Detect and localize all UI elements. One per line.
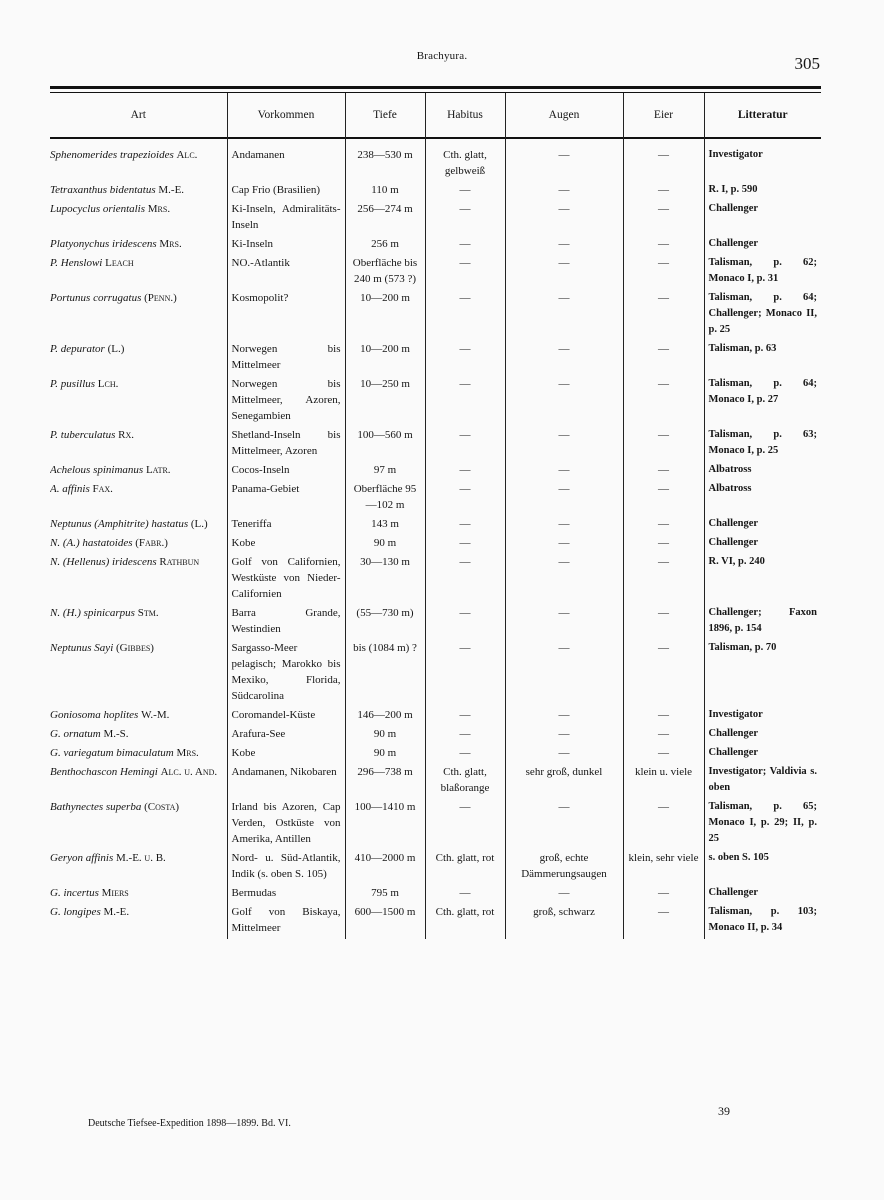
tiefe-cell: 146—200 m <box>345 707 425 726</box>
column-header-tiefe: Tiefe <box>345 93 425 137</box>
habitus-cell: Cth. glatt, rot <box>425 850 505 885</box>
species-cell <box>50 605 227 640</box>
habitus-cell: — <box>425 726 505 745</box>
habitus-cell: — <box>425 427 505 462</box>
habitus-cell: Cth. glatt, gelbweiß <box>425 137 505 182</box>
table-row <box>50 799 821 850</box>
species-name: Goniosoma hoplites <box>50 709 139 721</box>
eier-cell: — <box>623 481 704 516</box>
augen-cell: — <box>505 516 623 535</box>
table-row <box>50 640 821 707</box>
litteratur-cell: Investigator <box>704 707 821 726</box>
habitus-cell: — <box>425 255 505 290</box>
species-author: Fax. <box>92 483 113 495</box>
habitus-cell: — <box>425 605 505 640</box>
eier-cell: — <box>623 799 704 850</box>
vorkommen-cell: Norwegen bis Mittelmeer <box>227 341 345 376</box>
table-row <box>50 554 821 605</box>
litteratur-cell: Investigator; Valdivia s. oben <box>704 764 821 799</box>
eier-cell: — <box>623 182 704 201</box>
habitus-cell: — <box>425 640 505 707</box>
tiefe-cell: 296—738 m <box>345 764 425 799</box>
vorkommen-cell: Norwegen bis Mittelmeer, Azoren, Senegambien <box>227 376 345 427</box>
eier-cell: — <box>623 726 704 745</box>
eier-cell: — <box>623 535 704 554</box>
species-name: Neptunus Sayi <box>50 642 114 654</box>
species-author: (Gibbes) <box>116 642 154 654</box>
species-name: N. (A.) hastatoides <box>50 537 133 549</box>
vorkommen-cell: Shetland-Inseln bis Mittelmeer, Azoren <box>227 427 345 462</box>
species-name: Neptunus (Amphitrite) hastatus <box>50 518 189 530</box>
column-header-art: Art <box>130 109 146 121</box>
species-author: (L.) <box>190 518 208 530</box>
footer-publication: Deutsche Tiefsee-Expedition 1898—1899. Bd. VI. <box>88 1118 291 1129</box>
table-row <box>50 290 821 341</box>
tiefe-cell: 10—200 m <box>345 290 425 341</box>
table-row <box>50 182 821 201</box>
augen-cell: — <box>505 726 623 745</box>
tiefe-cell: 10—250 m <box>345 376 425 427</box>
species-name: N. (H.) spinicarpus <box>50 607 135 619</box>
species-author: Alc. u. And. <box>160 766 218 778</box>
tiefe-cell: bis (1084 m) ? <box>345 640 425 707</box>
species-cell <box>50 341 227 376</box>
augen-cell: — <box>505 605 623 640</box>
augen-cell: — <box>505 481 623 516</box>
vorkommen-cell: Golf von Biskaya, Mittelmeer <box>227 904 345 939</box>
habitus-cell: — <box>425 201 505 236</box>
vorkommen-cell: Barra Grande, Westindien <box>227 605 345 640</box>
habitus-cell: — <box>425 799 505 850</box>
augen-cell: — <box>505 462 623 481</box>
litteratur-cell: Challenger; Faxon 1896, p. 154 <box>704 605 821 640</box>
species-cell <box>50 462 227 481</box>
species-name: Achelous spinimanus <box>50 464 144 476</box>
species-author: Alc. <box>176 149 198 161</box>
species-name: Tetraxanthus bidentatus <box>50 184 156 196</box>
vorkommen-cell: Kosmopolit? <box>227 290 345 341</box>
eier-cell: — <box>623 462 704 481</box>
table-row <box>50 376 821 427</box>
eier-cell: — <box>623 201 704 236</box>
augen-cell: — <box>505 640 623 707</box>
species-cell <box>50 376 227 427</box>
litteratur-cell: Albatross <box>704 462 821 481</box>
tiefe-cell: Oberfläche bis 240 m (573 ?) <box>345 255 425 290</box>
species-author: M.-E. u. B. <box>116 852 166 864</box>
species-author: M.-S. <box>103 728 129 740</box>
eier-cell: — <box>623 904 704 939</box>
species-name: P. depurator <box>50 343 105 355</box>
vorkommen-cell: Andamanen <box>227 137 345 182</box>
augen-cell: — <box>505 201 623 236</box>
table-row <box>50 137 821 182</box>
vorkommen-cell: Nord- u. Süd-Atlantik, Indik (s. oben S. 105) <box>227 850 345 885</box>
table-row <box>50 745 821 764</box>
species-cell <box>50 516 227 535</box>
tiefe-cell: 410—2000 m <box>345 850 425 885</box>
species-name: P. tuberculatus <box>50 429 116 441</box>
tiefe-cell: Oberfläche 95—102 m <box>345 481 425 516</box>
species-name: Platyonychus iridescens <box>50 238 157 250</box>
tiefe-cell: 90 m <box>345 745 425 764</box>
eier-cell: — <box>623 376 704 427</box>
species-cell <box>50 554 227 605</box>
species-author: (Costa) <box>144 801 180 813</box>
species-name: N. (Hellenus) iridescens <box>50 556 157 568</box>
litteratur-cell: Albatross <box>704 481 821 516</box>
eier-cell: — <box>623 290 704 341</box>
column-header-eier: Eier <box>623 93 704 137</box>
species-author: Mrs. <box>147 203 171 215</box>
table-row <box>50 535 821 554</box>
litteratur-cell: Talisman, p. 65; Monaco I, p. 29; II, p. 25 <box>704 799 821 850</box>
habitus-cell: — <box>425 376 505 427</box>
table-row <box>50 726 821 745</box>
vorkommen-cell: Ki-Inseln <box>227 236 345 255</box>
eier-cell: — <box>623 605 704 640</box>
column-header-vorkommen: Vorkommen <box>227 93 345 137</box>
species-cell <box>50 290 227 341</box>
augen-cell: — <box>505 535 623 554</box>
litteratur-cell: Talisman, p. 103; Monaco II, p. 34 <box>704 904 821 939</box>
augen-cell: sehr groß, dunkel <box>505 764 623 799</box>
species-cell <box>50 726 227 745</box>
species-cell <box>50 799 227 850</box>
litteratur-cell: Challenger <box>704 885 821 904</box>
table-row <box>50 427 821 462</box>
species-author: Stm. <box>137 607 159 619</box>
column-header-habitus: Habitus <box>425 93 505 137</box>
table-end-rule <box>50 1094 821 1095</box>
tiefe-cell: 256—274 m <box>345 201 425 236</box>
eier-cell: — <box>623 745 704 764</box>
eier-cell: — <box>623 707 704 726</box>
eier-cell: klein u. viele <box>623 764 704 799</box>
litteratur-cell: R. VI, p. 240 <box>704 554 821 605</box>
species-author: (L.) <box>107 343 125 355</box>
species-cell <box>50 904 227 939</box>
eier-cell: — <box>623 341 704 376</box>
species-table <box>50 93 821 939</box>
running-title: Brachyura. <box>416 50 468 62</box>
tiefe-cell: 100—560 m <box>345 427 425 462</box>
species-name: P. Henslowi <box>50 257 103 269</box>
column-header-row <box>50 93 821 137</box>
tiefe-cell: 143 m <box>345 516 425 535</box>
species-cell <box>50 427 227 462</box>
species-name: G. variegatum bimaculatum <box>50 747 174 759</box>
species-cell <box>50 255 227 290</box>
tiefe-cell: 795 m <box>345 885 425 904</box>
augen-cell: — <box>505 427 623 462</box>
page-number: 305 <box>794 54 820 73</box>
species-cell <box>50 745 227 764</box>
species-name: Portunus corrugatus <box>50 292 142 304</box>
habitus-cell: Cth. glatt, rot <box>425 904 505 939</box>
vorkommen-cell: Kobe <box>227 745 345 764</box>
tiefe-cell: 97 m <box>345 462 425 481</box>
eier-cell: — <box>623 554 704 605</box>
column-header-augen: Augen <box>505 93 623 137</box>
species-author: (Penn.) <box>144 292 177 304</box>
table-row <box>50 850 821 885</box>
vorkommen-cell: Ki-Inseln, Admiralitäts-Inseln <box>227 201 345 236</box>
habitus-cell: — <box>425 707 505 726</box>
litteratur-cell: Challenger <box>704 535 821 554</box>
litteratur-cell: Challenger <box>704 516 821 535</box>
species-cell <box>50 535 227 554</box>
eier-cell: — <box>623 516 704 535</box>
tiefe-cell: 90 m <box>345 726 425 745</box>
header-rule-thick <box>50 86 821 89</box>
tiefe-cell: 10—200 m <box>345 341 425 376</box>
litteratur-cell: Talisman, p. 63; Monaco I, p. 25 <box>704 427 821 462</box>
species-cell <box>50 850 227 885</box>
species-cell <box>50 236 227 255</box>
species-author: Mrs. <box>176 747 199 759</box>
species-author: Mrs. <box>159 238 182 250</box>
table-row <box>50 201 821 236</box>
habitus-cell: — <box>425 535 505 554</box>
species-name: G. incertus <box>50 887 99 899</box>
tiefe-cell: 100—1410 m <box>345 799 425 850</box>
table-row <box>50 462 821 481</box>
footer-signature: 39 <box>718 1104 730 1118</box>
augen-cell: — <box>505 799 623 850</box>
habitus-cell: — <box>425 290 505 341</box>
vorkommen-cell: NO.-Atlantik <box>227 255 345 290</box>
species-name: Sphenomerides trapezioides <box>50 149 174 161</box>
species-author: Latr. <box>145 464 171 476</box>
eier-cell: — <box>623 137 704 182</box>
vorkommen-cell: Kobe <box>227 535 345 554</box>
species-author: W.-M. <box>141 709 170 721</box>
augen-cell: — <box>505 290 623 341</box>
augen-cell: — <box>505 341 623 376</box>
habitus-cell: — <box>425 236 505 255</box>
table-row <box>50 236 821 255</box>
litteratur-cell: Talisman, p. 62; Monaco I, p. 31 <box>704 255 821 290</box>
vorkommen-cell: Golf von Californien, Westküste von Nieder-Californien <box>227 554 345 605</box>
vorkommen-cell: Coromandel-Küste <box>227 707 345 726</box>
eier-cell: — <box>623 640 704 707</box>
litteratur-cell: s. oben S. 105 <box>704 850 821 885</box>
vorkommen-cell: Andamanen, Nikobaren <box>227 764 345 799</box>
habitus-cell: Cth. glatt, blaßorange <box>425 764 505 799</box>
tiefe-cell: 256 m <box>345 236 425 255</box>
species-name: G. ornatum <box>50 728 101 740</box>
habitus-cell: — <box>425 516 505 535</box>
augen-cell: groß, echte Dämmerungsaugen <box>505 850 623 885</box>
species-name: A. affinis <box>50 483 90 495</box>
table-row <box>50 516 821 535</box>
species-cell <box>50 640 227 707</box>
habitus-cell: — <box>425 341 505 376</box>
eier-cell: — <box>623 885 704 904</box>
habitus-cell: — <box>425 745 505 764</box>
vorkommen-cell: Cap Frio (Brasilien) <box>227 182 345 201</box>
table-row <box>50 904 821 939</box>
table-row <box>50 481 821 516</box>
augen-cell: — <box>505 182 623 201</box>
litteratur-cell: Challenger <box>704 201 821 236</box>
augen-cell: groß, schwarz <box>505 904 623 939</box>
species-cell <box>50 885 227 904</box>
species-author: M.-E. <box>103 906 130 918</box>
litteratur-cell: Talisman, p. 63 <box>704 341 821 376</box>
vorkommen-cell: Bermudas <box>227 885 345 904</box>
vorkommen-cell: Sargasso-Meer pelagisch; Marokko bis Mexiko, Florida, Südcarolina <box>227 640 345 707</box>
table-row <box>50 605 821 640</box>
column-header-litteratur: Litteratur <box>704 93 821 137</box>
eier-cell: — <box>623 236 704 255</box>
augen-cell: — <box>505 236 623 255</box>
table-body <box>50 137 821 939</box>
tiefe-cell: 30—130 m <box>345 554 425 605</box>
species-cell <box>50 201 227 236</box>
table-row <box>50 764 821 799</box>
vorkommen-cell: Cocos-Inseln <box>227 462 345 481</box>
table-row <box>50 341 821 376</box>
species-name: Geryon affinis <box>50 852 114 864</box>
species-name: P. pusillus <box>50 378 96 390</box>
species-author: Miers <box>101 887 129 899</box>
habitus-cell: — <box>425 885 505 904</box>
species-author: M.-E. <box>158 184 185 196</box>
augen-cell: — <box>505 137 623 182</box>
litteratur-cell: Talisman, p. 64; Monaco I, p. 27 <box>704 376 821 427</box>
tiefe-cell: (55—730 m) <box>345 605 425 640</box>
augen-cell: — <box>505 885 623 904</box>
eier-cell: klein, sehr viele <box>623 850 704 885</box>
vorkommen-cell: Teneriffa <box>227 516 345 535</box>
table-row <box>50 707 821 726</box>
tiefe-cell: 238—530 m <box>345 137 425 182</box>
tiefe-cell: 90 m <box>345 535 425 554</box>
litteratur-cell: Challenger <box>704 745 821 764</box>
species-name: Lupocyclus orientalis <box>50 203 146 215</box>
species-author: Rathbun <box>159 556 200 568</box>
species-name: G. longipes <box>50 906 101 918</box>
vorkommen-cell: Arafura-See <box>227 726 345 745</box>
eier-cell: — <box>623 255 704 290</box>
litteratur-cell: Investigator <box>704 137 821 182</box>
species-author: Lch. <box>97 378 119 390</box>
species-cell <box>50 137 227 182</box>
habitus-cell: — <box>425 462 505 481</box>
litteratur-cell: Challenger <box>704 236 821 255</box>
litteratur-cell: Talisman, p. 70 <box>704 640 821 707</box>
augen-cell: — <box>505 554 623 605</box>
species-author: Leach <box>105 257 134 269</box>
litteratur-cell: Talisman, p. 64; Challenger; Monaco II, p. 25 <box>704 290 821 341</box>
litteratur-cell: Challenger <box>704 726 821 745</box>
species-cell <box>50 182 227 201</box>
species-cell <box>50 764 227 799</box>
habitus-cell: — <box>425 481 505 516</box>
species-cell <box>50 481 227 516</box>
habitus-cell: — <box>425 554 505 605</box>
habitus-cell: — <box>425 182 505 201</box>
augen-cell: — <box>505 376 623 427</box>
augen-cell: — <box>505 745 623 764</box>
vorkommen-cell: Panama-Gebiet <box>227 481 345 516</box>
table-row <box>50 885 821 904</box>
litteratur-cell: R. I, p. 590 <box>704 182 821 201</box>
species-name: Benthochascon Hemingi <box>50 766 158 778</box>
tiefe-cell: 600—1500 m <box>345 904 425 939</box>
species-author: (Fabr.) <box>135 537 168 549</box>
vorkommen-cell: Irland bis Azoren, Cap Verden, Ostküste von Amerika, Antillen <box>227 799 345 850</box>
augen-cell: — <box>505 255 623 290</box>
augen-cell: — <box>505 707 623 726</box>
eier-cell: — <box>623 427 704 462</box>
tiefe-cell: 110 m <box>345 182 425 201</box>
species-author: Rx. <box>118 429 135 441</box>
species-cell <box>50 707 227 726</box>
species-name: Bathynectes superba <box>50 801 142 813</box>
table-row <box>50 255 821 290</box>
